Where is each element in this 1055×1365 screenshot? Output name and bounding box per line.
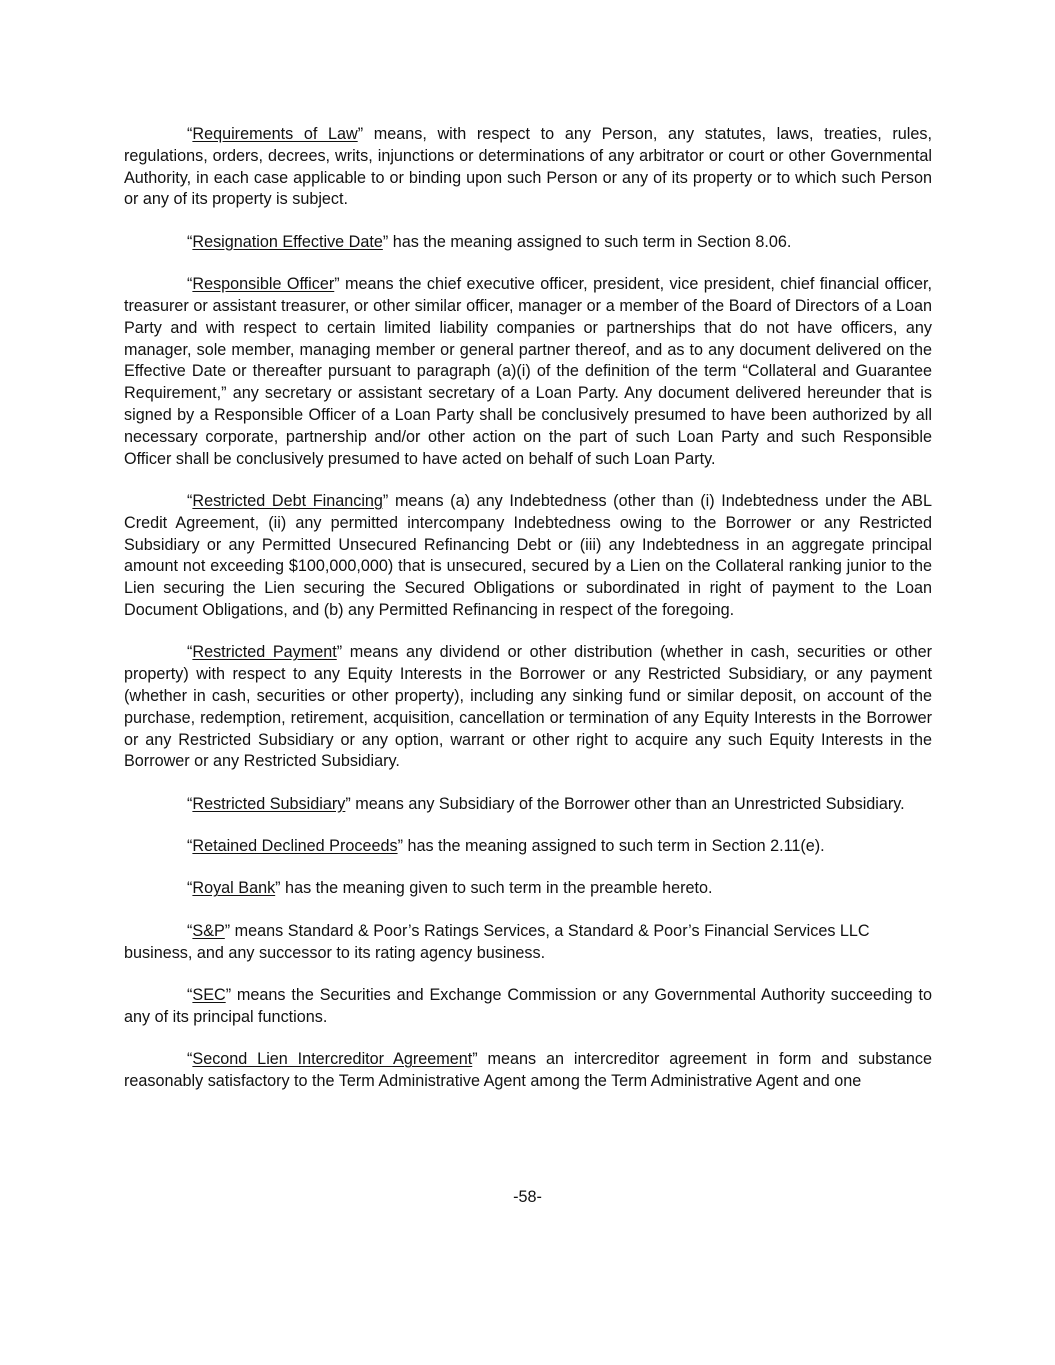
defined-term: Requirements of Law	[192, 125, 358, 143]
definition-paragraph	[124, 794, 932, 816]
open-quote: “	[187, 491, 193, 510]
defined-term: SEC	[192, 986, 226, 1005]
definition-paragraph	[124, 124, 932, 211]
definition-text: means the Securities and Exchange Commission or any Governmental Authority succeeding to any of its principal functions.	[124, 986, 932, 1026]
defined-term: Restricted Debt Financing	[192, 491, 383, 510]
definition-paragraph	[124, 491, 932, 622]
open-quote: “	[187, 125, 193, 143]
close-quote: ”	[275, 879, 281, 898]
definition-paragraph	[124, 878, 932, 900]
definition-paragraph	[124, 642, 932, 773]
defined-term: Restricted Subsidiary	[192, 794, 346, 813]
definition-paragraph	[124, 985, 932, 1029]
definition-text: has the meaning assigned to such term in Section 8.06.	[388, 232, 792, 251]
open-quote: “	[187, 1050, 193, 1069]
close-quote: ”	[472, 1050, 478, 1069]
open-quote: “	[187, 794, 193, 813]
definition-text: means the chief executive officer, president, vice president, chief financial officer, treasurer or assistant treasurer, or other similar officer, manager or a member of the Board of Directors of a Loan Party and with respect to certain limited liability companies or partnerships that do not have officers, any manager, sole member, managing member or general partner thereof, and as to any document delivered on the Effective Date or thereafter pursuant to paragraph (a)(i) of the definition of the term “Collateral and Guarantee Requirement,” any secretary or assistant secretary of a Loan Party. Any document delivered hereunder that is signed by a Responsible Officer of a Loan Party shall be conclusively presumed to have been authorized by all necessary corporate, partnership and/or other action on the part of such Loan Party and such Responsible Officer shall be conclusively presumed to have acted on behalf of such Loan Party.	[124, 275, 932, 468]
definition-text: means an intercreditor agreement in form and substance reasonably satisfactory to the Term Administrative Agent among the Term Administrative Agent and one	[124, 1050, 932, 1091]
open-quote: “	[187, 921, 193, 940]
close-quote: ”	[225, 986, 232, 1005]
defined-term: Retained Declined Proceeds	[192, 837, 398, 856]
defined-term: Resignation Effective Date	[192, 232, 383, 251]
definition-paragraph	[124, 921, 932, 965]
close-quote: ”	[345, 794, 351, 813]
definition-text: means Standard & Poor’s Ratings Services, a Standard & Poor’s Financial Services LLC business, and any successor to its rating agency business.	[124, 921, 870, 962]
definition-paragraph	[124, 232, 932, 254]
close-quote: ”	[357, 125, 364, 143]
defined-term: Second Lien Intercreditor Agreement	[192, 1050, 473, 1069]
open-quote: “	[187, 879, 193, 898]
definition-paragraph	[124, 1049, 932, 1093]
definition-paragraph	[124, 836, 932, 858]
open-quote: “	[187, 986, 193, 1005]
definition-text: means any Subsidiary of the Borrower other than an Unrestricted Subsidiary.	[350, 794, 905, 813]
definition-text: means, with respect to any Person, any statutes, laws, treaties, rules, regulations, orders, decrees, writs, injunctions or determinations of any arbitrator or court or other Governmental Authority, in each case applicable to or binding upon such Person or any of its property or to which such Person or any of its property is subject.	[124, 125, 932, 209]
definition-text: means (a) any Indebtedness (other than (i) Indebtedness under the ABL Credit Agreement, (ii) any permitted intercompany Indebtedness owing to the Borrower or any Restricted Subsidiary or any Permitted Unsecured Refinancing Debt or (iii) any Indebtedness in an aggregate principal amount not exceeding $100,000,000) that is unsecured, secured by a Lien on the Collateral ranking junior to the Lien securing the Lien securing the Secured Obligations or subordinated in right of payment to the Loan Document Obligations, and (b) any Permitted Refinancing in respect of the foregoing.	[124, 491, 932, 619]
close-quote: ”	[334, 275, 340, 294]
open-quote: “	[187, 837, 193, 856]
close-quote: ”	[224, 921, 231, 940]
defined-term: S&P	[192, 921, 225, 940]
definition-text: means any dividend or other distribution (whether in cash, securities or other property) with respect to any Equity Interests in the Borrower or any Restricted Subsidiary, or any payment (whether in cash, securities or other property), including any sinking fund or similar deposit, on account of the purchase, redemption, retirement, acquisition, cancellation or termination of any Equity Interests in the Borrower or any Restricted Subsidiary or any option, warrant or other right to acquire any such Equity Interests in the Borrower or any Restricted Subsidiary.	[124, 643, 932, 771]
open-quote: “	[187, 643, 193, 662]
open-quote: “	[187, 232, 193, 251]
open-quote: “	[187, 275, 193, 294]
definition-paragraph	[124, 274, 932, 470]
page-number: -58-	[513, 1188, 542, 1206]
defined-term: Responsible Officer	[192, 275, 335, 294]
close-quote: ”	[382, 491, 389, 510]
definition-text: has the meaning given to such term in the preamble hereto.	[280, 879, 713, 898]
close-quote: ”	[382, 232, 389, 251]
defined-term: Royal Bank	[192, 879, 276, 898]
document-page	[124, 124, 932, 1113]
defined-term: Restricted Payment	[192, 643, 337, 662]
close-quote: ”	[336, 643, 343, 662]
close-quote: ”	[397, 837, 403, 856]
definition-text: has the meaning assigned to such term in Section 2.11(e).	[402, 837, 825, 856]
